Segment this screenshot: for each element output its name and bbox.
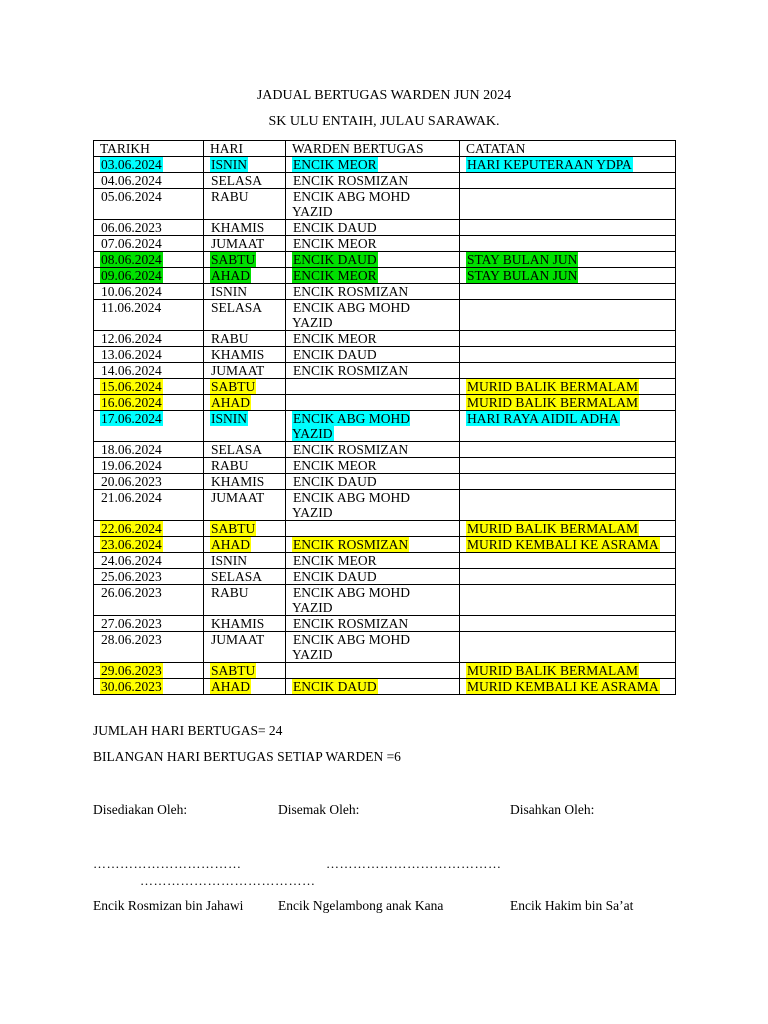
approved-by-name: Encik Hakim bin Sa’at: [510, 898, 634, 913]
cell-warden: [286, 189, 460, 220]
cell-warden-text: ENCIK ROSMIZAN: [293, 284, 409, 299]
cell-date: [94, 537, 204, 553]
cell-day: [204, 157, 286, 173]
cell-date: [94, 490, 204, 521]
cell-date-text: 06.06.2023: [101, 220, 162, 235]
cell-note-text: STAY BULAN JUN: [467, 252, 578, 267]
cell-note: [460, 236, 676, 252]
cell-date: [94, 521, 204, 537]
cell-warden-text: ENCIK MEOR: [293, 331, 377, 346]
table-row: [94, 157, 676, 173]
cell-day: [204, 220, 286, 236]
cell-note-text: [466, 284, 468, 299]
cell-warden-text: ENCIK DAUD: [293, 347, 377, 362]
cell-note-text: [466, 616, 468, 631]
cell-note-text: [466, 569, 468, 584]
cell-note-text: [466, 553, 468, 568]
cell-date-text: 14.06.2024: [101, 363, 162, 378]
cell-day-text: SABTU: [211, 252, 256, 267]
cell-day-text: SABTU: [211, 521, 256, 536]
cell-day: [204, 585, 286, 616]
cell-date: [94, 553, 204, 569]
cell-warden-text: ENCIK ROSMIZAN: [293, 537, 409, 552]
cell-warden: [286, 521, 460, 537]
cell-date: [94, 331, 204, 347]
cell-warden: [286, 679, 460, 695]
duty-schedule-table: [93, 140, 676, 695]
cell-note: [460, 157, 676, 173]
cell-note-text: HARI KEPUTERAAN YDPA: [467, 157, 632, 172]
cell-date-text: 20.06.2023: [101, 474, 162, 489]
cell-day-text: ISNIN: [211, 284, 247, 299]
cell-warden: [286, 252, 460, 268]
cell-date: [94, 284, 204, 300]
cell-date-text: 11.06.2024: [101, 300, 162, 315]
cell-date-text: 28.06.2023: [101, 632, 162, 647]
cell-day-text: AHAD: [211, 268, 250, 283]
table-row: [94, 616, 676, 632]
cell-warden-text: ENCIK ROSMIZAN: [293, 442, 409, 457]
cell-day: [204, 236, 286, 252]
cell-day: [204, 663, 286, 679]
cell-day-text: JUMAAT: [211, 490, 265, 505]
table-row: [94, 331, 676, 347]
table-row: [94, 474, 676, 490]
cell-warden-text: ENCIK ABG MOHD YAZID: [292, 189, 411, 219]
cell-note: [460, 379, 676, 395]
cell-day: [204, 553, 286, 569]
table-row: [94, 442, 676, 458]
cell-date-text: 18.06.2024: [101, 442, 162, 457]
document-title: JADUAL BERTUGAS WARDEN JUN 2024: [256, 88, 512, 103]
cell-day: [204, 284, 286, 300]
cell-date: [94, 252, 204, 268]
cell-date: [94, 300, 204, 331]
signature-line-checked: …………………………………: [326, 856, 502, 871]
table-row: [94, 553, 676, 569]
cell-day: [204, 616, 286, 632]
cell-warden: [286, 490, 460, 521]
cell-date-text: 29.06.2023: [101, 663, 162, 678]
cell-date-text: 10.06.2024: [101, 284, 162, 299]
table-row: [94, 537, 676, 553]
cell-warden: [286, 268, 460, 284]
cell-note: [460, 300, 676, 331]
cell-note-text: [466, 347, 468, 362]
prepared-by-name: Encik Rosmizan bin Jahawi: [93, 898, 244, 913]
cell-warden-text: ENCIK DAUD: [293, 252, 377, 267]
cell-day-text: KHAMIS: [211, 347, 265, 362]
cell-note-text: [466, 300, 468, 315]
cell-warden: [286, 220, 460, 236]
cell-day-text: ISNIN: [211, 411, 247, 426]
checked-by-label: Disemak Oleh:: [278, 802, 360, 817]
table-row: [94, 632, 676, 663]
cell-day-text: JUMAAT: [211, 236, 265, 251]
cell-note-text: [466, 442, 468, 457]
cell-note: [460, 458, 676, 474]
cell-day: [204, 490, 286, 521]
cell-warden-text: ENCIK ROSMIZAN: [293, 363, 409, 378]
cell-note-text: MURID BALIK BERMALAM: [467, 379, 639, 394]
cell-date: [94, 189, 204, 220]
approved-by-label: Disahkan Oleh:: [510, 802, 595, 817]
cell-day: [204, 679, 286, 695]
cell-warden: [286, 616, 460, 632]
cell-day-text: JUMAAT: [211, 363, 265, 378]
table-row: [94, 521, 676, 537]
cell-date-text: 19.06.2024: [101, 458, 162, 473]
cell-day: [204, 331, 286, 347]
table-row: [94, 284, 676, 300]
cell-warden: [286, 284, 460, 300]
header-tarikh: TARIKH: [94, 141, 204, 157]
cell-warden: [286, 411, 460, 442]
cell-date-text: 13.06.2024: [101, 347, 162, 362]
cell-day: [204, 363, 286, 379]
table-row: [94, 220, 676, 236]
cell-date: [94, 395, 204, 411]
cell-date: [94, 632, 204, 663]
cell-date-text: 21.06.2024: [101, 490, 162, 505]
cell-note-text: [466, 236, 468, 251]
cell-note: [460, 284, 676, 300]
table-row: [94, 300, 676, 331]
cell-note: [460, 585, 676, 616]
table-row: [94, 585, 676, 616]
table-row: [94, 490, 676, 521]
prepared-by-label: Disediakan Oleh:: [93, 802, 188, 817]
signature-line-prepared: ……………………………: [93, 856, 242, 871]
cell-date-text: 12.06.2024: [101, 331, 162, 346]
table-row: [94, 363, 676, 379]
cell-day-text: ISNIN: [211, 553, 247, 568]
cell-note-text: MURID BALIK BERMALAM: [467, 663, 639, 678]
cell-date-text: 25.06.2023: [101, 569, 162, 584]
cell-warden-text: [292, 395, 294, 410]
cell-warden: [286, 569, 460, 585]
checked-by-name: Encik Ngelambong anak Kana: [278, 898, 444, 913]
cell-date: [94, 616, 204, 632]
cell-date-text: 16.06.2024: [101, 395, 162, 410]
cell-date-text: 17.06.2024: [101, 411, 162, 426]
cell-warden: [286, 553, 460, 569]
cell-warden: [286, 157, 460, 173]
cell-date-text: 04.06.2024: [101, 173, 162, 188]
cell-day: [204, 252, 286, 268]
cell-warden: [286, 585, 460, 616]
cell-note-text: HARI RAYA AIDIL ADHA: [467, 411, 619, 426]
cell-date: [94, 236, 204, 252]
cell-note: [460, 347, 676, 363]
cell-day-text: KHAMIS: [211, 220, 265, 235]
cell-warden-text: ENCIK MEOR: [293, 157, 377, 172]
cell-note: [460, 173, 676, 189]
cell-date-text: 09.06.2024: [101, 268, 162, 283]
header-catatan: CATATAN: [460, 141, 676, 157]
cell-warden-text: ENCIK DAUD: [293, 474, 377, 489]
cell-day: [204, 569, 286, 585]
cell-day-text: SELASA: [211, 173, 263, 188]
cell-date-text: 30.06.2023: [101, 679, 162, 694]
cell-warden-text: ENCIK DAUD: [293, 220, 377, 235]
cell-warden-text: ENCIK ROSMIZAN: [293, 616, 409, 631]
cell-day-text: AHAD: [211, 395, 250, 410]
cell-warden-text: ENCIK MEOR: [293, 236, 377, 251]
cell-warden-text: ENCIK ABG MOHD YAZID: [292, 490, 411, 520]
cell-day: [204, 632, 286, 663]
cell-warden: [286, 632, 460, 663]
cell-date: [94, 173, 204, 189]
cell-day: [204, 347, 286, 363]
cell-warden-text: ENCIK MEOR: [293, 268, 377, 283]
cell-day-text: SELASA: [211, 569, 263, 584]
cell-note: [460, 395, 676, 411]
cell-note-text: MURID BALIK BERMALAM: [467, 395, 639, 410]
cell-note: [460, 663, 676, 679]
cell-note-text: [466, 173, 468, 188]
document-subtitle: SK ULU ENTAIH, JULAU SARAWAK.: [268, 114, 500, 129]
cell-note-text: MURID BALIK BERMALAM: [467, 521, 639, 536]
cell-date: [94, 458, 204, 474]
table-row: [94, 252, 676, 268]
cell-warden: [286, 474, 460, 490]
table-row: [94, 379, 676, 395]
cell-date: [94, 679, 204, 695]
cell-day-text: JUMAAT: [211, 632, 265, 647]
cell-warden: [286, 236, 460, 252]
cell-warden: [286, 395, 460, 411]
table-row: [94, 395, 676, 411]
cell-note: [460, 632, 676, 663]
cell-note-text: [466, 474, 468, 489]
cell-date: [94, 474, 204, 490]
cell-day: [204, 411, 286, 442]
cell-date-text: 08.06.2024: [101, 252, 162, 267]
cell-note: [460, 553, 676, 569]
cell-note-text: MURID KEMBALI KE ASRAMA: [467, 679, 659, 694]
duty-days-per-warden: BILANGAN HARI BERTUGAS SETIAP WARDEN =6: [93, 749, 401, 764]
cell-day: [204, 268, 286, 284]
cell-day: [204, 173, 286, 189]
cell-warden: [286, 300, 460, 331]
cell-note: [460, 616, 676, 632]
signature-line-approved: …………………………………: [140, 873, 316, 888]
cell-note: [460, 331, 676, 347]
cell-day-text: KHAMIS: [211, 616, 265, 631]
cell-date-text: 26.06.2023: [101, 585, 162, 600]
cell-day: [204, 395, 286, 411]
cell-warden-text: ENCIK MEOR: [293, 458, 377, 473]
cell-date-text: 15.06.2024: [101, 379, 162, 394]
cell-date: [94, 663, 204, 679]
cell-day: [204, 537, 286, 553]
cell-day: [204, 379, 286, 395]
cell-warden-text: [292, 379, 294, 394]
cell-date: [94, 268, 204, 284]
table-row: [94, 189, 676, 220]
cell-day-text: SELASA: [211, 300, 263, 315]
header-warden: WARDEN BERTUGAS: [286, 141, 460, 157]
cell-warden-text: [292, 521, 294, 536]
table-header-row: [94, 141, 676, 157]
table-row: [94, 569, 676, 585]
cell-warden-text: ENCIK MEOR: [293, 553, 377, 568]
cell-note-text: [466, 632, 468, 647]
table-row: [94, 268, 676, 284]
cell-warden-text: [292, 663, 294, 678]
header-hari: HARI: [204, 141, 286, 157]
cell-warden-text: ENCIK ABG MOHD YAZID: [292, 300, 411, 330]
cell-warden-text: ENCIK ROSMIZAN: [293, 173, 409, 188]
cell-note-text: [466, 490, 468, 505]
cell-note-text: [466, 331, 468, 346]
cell-warden-text: ENCIK DAUD: [293, 679, 377, 694]
cell-date: [94, 347, 204, 363]
cell-day: [204, 521, 286, 537]
total-duty-days: JUMLAH HARI BERTUGAS= 24: [93, 723, 283, 738]
cell-note: [460, 411, 676, 442]
cell-warden: [286, 363, 460, 379]
cell-note: [460, 363, 676, 379]
cell-day: [204, 458, 286, 474]
cell-date: [94, 585, 204, 616]
cell-day-text: KHAMIS: [211, 474, 265, 489]
cell-day-text: RABU: [211, 585, 249, 600]
cell-date-text: 07.06.2024: [101, 236, 162, 251]
cell-day-text: AHAD: [211, 537, 250, 552]
table-row: [94, 458, 676, 474]
cell-note: [460, 679, 676, 695]
cell-date-text: 05.06.2024: [101, 189, 162, 204]
cell-day-text: RABU: [211, 189, 249, 204]
table-row: [94, 347, 676, 363]
cell-note: [460, 537, 676, 553]
cell-date-text: 22.06.2024: [101, 521, 162, 536]
cell-warden: [286, 173, 460, 189]
table-row: [94, 679, 676, 695]
cell-note-text: [466, 363, 468, 378]
cell-note: [460, 189, 676, 220]
cell-day-text: RABU: [211, 331, 249, 346]
cell-day: [204, 300, 286, 331]
cell-warden: [286, 442, 460, 458]
cell-note: [460, 569, 676, 585]
cell-note-text: [466, 220, 468, 235]
cell-note-text: MURID KEMBALI KE ASRAMA: [467, 537, 659, 552]
cell-warden: [286, 347, 460, 363]
cell-day-text: RABU: [211, 458, 249, 473]
cell-note: [460, 268, 676, 284]
cell-day-text: SABTU: [211, 379, 256, 394]
cell-warden: [286, 331, 460, 347]
table-row: [94, 663, 676, 679]
cell-warden: [286, 379, 460, 395]
cell-date: [94, 379, 204, 395]
cell-warden: [286, 458, 460, 474]
cell-note: [460, 252, 676, 268]
cell-date-text: 23.06.2024: [101, 537, 162, 552]
cell-date: [94, 411, 204, 442]
table-row: [94, 173, 676, 189]
cell-note-text: [466, 458, 468, 473]
cell-note: [460, 521, 676, 537]
cell-date-text: 27.06.2023: [101, 616, 162, 631]
cell-day-text: SABTU: [211, 663, 256, 678]
cell-note: [460, 442, 676, 458]
cell-day: [204, 474, 286, 490]
cell-date: [94, 363, 204, 379]
cell-warden-text: ENCIK ABG MOHD YAZID: [292, 411, 411, 441]
cell-day: [204, 189, 286, 220]
table-row: [94, 411, 676, 442]
cell-day-text: SELASA: [211, 442, 263, 457]
cell-note-text: STAY BULAN JUN: [467, 268, 578, 283]
cell-warden-text: ENCIK DAUD: [293, 569, 377, 584]
cell-note: [460, 220, 676, 236]
cell-day: [204, 442, 286, 458]
cell-date-text: 03.06.2024: [101, 157, 162, 172]
table-row: [94, 236, 676, 252]
cell-date: [94, 157, 204, 173]
cell-note-text: [466, 189, 468, 204]
cell-date: [94, 569, 204, 585]
cell-note: [460, 474, 676, 490]
cell-date-text: 24.06.2024: [101, 553, 162, 568]
cell-day-text: ISNIN: [211, 157, 247, 172]
cell-warden: [286, 663, 460, 679]
cell-note: [460, 490, 676, 521]
cell-warden-text: ENCIK ABG MOHD YAZID: [292, 632, 411, 662]
cell-warden: [286, 537, 460, 553]
cell-date: [94, 220, 204, 236]
cell-date: [94, 442, 204, 458]
cell-warden-text: ENCIK ABG MOHD YAZID: [292, 585, 411, 615]
cell-note-text: [466, 585, 468, 600]
cell-day-text: AHAD: [211, 679, 250, 694]
